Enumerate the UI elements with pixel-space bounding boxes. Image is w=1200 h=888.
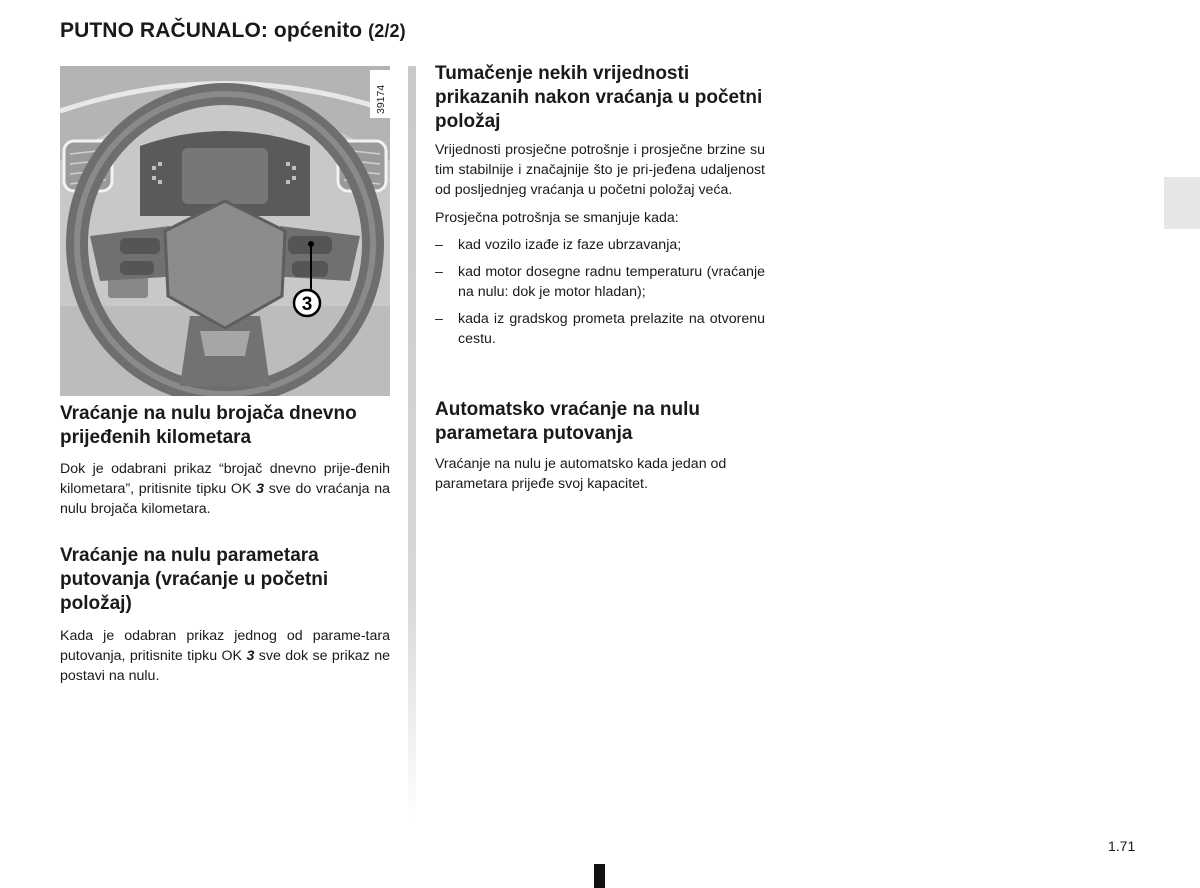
section-heading: Vraćanje na nulu brojača dnevno prijeđenih kilometara (60, 403, 357, 448)
column-divider (408, 66, 416, 820)
section-heading: Automatsko vraćanje na nulu parametara putovanja (435, 399, 701, 444)
steering-wheel-illustration (60, 66, 390, 396)
page-number: 1.71 (1108, 838, 1136, 854)
page-edge-mark (594, 864, 605, 888)
figure-ref-number: 39174 (375, 84, 387, 114)
section-body: Kada je odabran prikaz jednog od parame-tara putovanja, pritisnite tipku OK 3 sve dok se prikaz ne postavi na nulu. (60, 628, 390, 684)
section-automatic-reset (435, 398, 765, 494)
section-reset-trip-odometer (60, 402, 390, 519)
section-interpretation (435, 62, 765, 349)
section-paragraph: Prosječna potrošnja se smanjuje kada: (435, 210, 679, 226)
list-item: – kad motor dosegne radnu temperaturu (vraćanje na nulu: dok je motor hladan); (435, 264, 765, 300)
title-main: PUTNO RAČUNALO: općenito (60, 19, 363, 42)
section-heading: Vraćanje na nulu parametara putovanja (vraćanje u početni položaj) (60, 545, 329, 614)
chapter-tab (1164, 177, 1200, 229)
key-number: 3 (246, 648, 255, 664)
page-title (60, 19, 406, 43)
key-number: 3 (256, 481, 265, 497)
section-body: Dok je odabrani prikaz “brojač dnevno prije-đenih kilometara”, pritisnite tipku OK 3 sve do vraćanja na nulu brojača kilometara. (60, 461, 390, 517)
list-item: – kada iz gradskog prometa prelazite na otvorenu cestu. (435, 311, 765, 347)
section-heading: Tumačenje nekih vrijednosti prikazanih nakon vraćanja u početni položaj (435, 63, 763, 132)
list-item: – kad vozilo izađe iz faze ubrzavanja; (435, 237, 682, 253)
callout-3-label: 3 (301, 294, 313, 315)
section-paragraph: Vraćanje na nulu je automatsko kada jedan od parametara prijeđe svoj kapacitet. (435, 456, 727, 492)
section-paragraph: Vrijednosti prosječne potrošnje i prosječne brzine su tim stabilnije i značajnije što je pri-jeđena udaljenost od posljednjeg vraćanja u početni položaj veća. (435, 142, 765, 198)
section-reset-trip-parameters (60, 544, 390, 686)
title-page-indicator: (2/2) (368, 21, 406, 41)
